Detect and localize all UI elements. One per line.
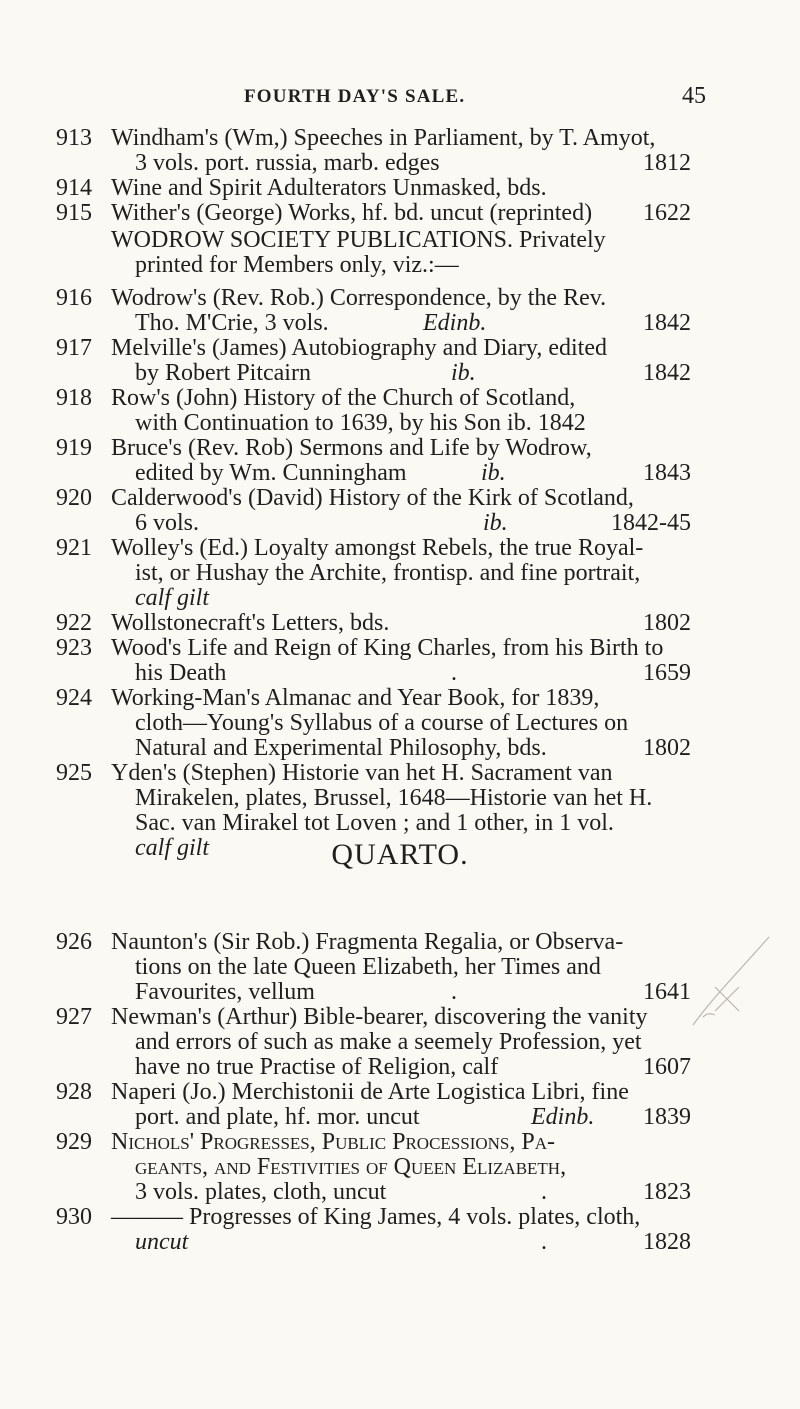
lot-line bbox=[111, 361, 691, 386]
lot-line: with Continuation to 1639, by his Son ib. 1842 bbox=[135, 410, 586, 436]
lot-line: Wodrow's (Rev. Rob.) Correspondence, by the Rev. bbox=[111, 285, 607, 311]
lot-number: 917 bbox=[56, 335, 92, 361]
lot-line-text: uncut bbox=[135, 1229, 189, 1255]
lot-line-text: by Robert Pitcairn bbox=[135, 360, 311, 386]
lot-number: 916 bbox=[56, 285, 92, 311]
lot-line bbox=[111, 980, 691, 1005]
lot-date: 1839 bbox=[643, 1104, 691, 1130]
lot-line: Wine and Spirit Adulterators Unmasked, bds. bbox=[111, 175, 547, 201]
lot-line-text: his Death bbox=[135, 660, 227, 686]
lot-line: ——— Progresses of King James, 4 vols. plates, cloth, bbox=[111, 1204, 641, 1230]
lot-line bbox=[111, 611, 691, 636]
lot-line: Nichols' Progresses, Public Processions, Pa- bbox=[111, 1129, 555, 1155]
lot-date: 1622 bbox=[643, 200, 691, 226]
lot-date: 1828 bbox=[643, 1229, 691, 1255]
lot-line: Calderwood's (David) History of the Kirk of Scotland, bbox=[111, 485, 634, 511]
lot-date: 1802 bbox=[643, 610, 691, 636]
lot-number: 924 bbox=[56, 685, 92, 711]
lot-line: Row's (John) History of the Church of Scotland, bbox=[111, 385, 576, 411]
heading-line: printed for Members only, viz.:— bbox=[135, 252, 459, 278]
lot-line bbox=[111, 1105, 691, 1130]
lot-date: 1842 bbox=[643, 360, 691, 386]
lot-line bbox=[111, 1230, 691, 1255]
lot-line bbox=[111, 736, 691, 761]
lot-line-text: Wollstonecraft's Letters, bds. bbox=[111, 610, 390, 636]
lot-place: ib. bbox=[481, 460, 506, 486]
lot-number: 913 bbox=[56, 125, 92, 151]
lot-line-text: Wither's (George) Works, hf. bd. uncut (reprinted) bbox=[111, 200, 593, 226]
lot-line bbox=[111, 511, 691, 536]
lot-place: ib. bbox=[451, 360, 476, 386]
lot-line-text: Natural and Experimental Philosophy, bds. bbox=[135, 735, 547, 761]
lot-line: calf gilt bbox=[135, 835, 209, 861]
lot-line bbox=[111, 1180, 691, 1205]
lot-place: ib. bbox=[483, 510, 508, 536]
lot-line: Mirakelen, plates, Brussel, 1648—Historie van het H. bbox=[135, 785, 653, 811]
lot-line: Naunton's (Sir Rob.) Fragmenta Regalia, or Observa- bbox=[111, 929, 624, 955]
lot-line bbox=[111, 201, 691, 226]
lot-line: Working-Man's Almanac and Year Book, for 1839, bbox=[111, 685, 600, 711]
lot-line-text: 6 vols. bbox=[135, 510, 200, 536]
lot-line bbox=[111, 1055, 691, 1080]
lot-line: Bruce's (Rev. Rob) Sermons and Life by Wodrow, bbox=[111, 435, 592, 461]
lot-line-text: Favourites, vellum bbox=[135, 979, 315, 1005]
lot-date: 1802 bbox=[643, 735, 691, 761]
lot-line: calf gilt bbox=[135, 585, 209, 611]
lot-number: 926 bbox=[56, 929, 92, 955]
lot-line-text: 3 vols. plates, cloth, uncut bbox=[135, 1179, 387, 1205]
lot-place: Edinb. bbox=[423, 310, 487, 336]
leader-dot: . bbox=[451, 660, 457, 686]
leader-dot: . bbox=[541, 1179, 547, 1205]
lot-date: 1842-45 bbox=[611, 510, 691, 536]
section-title-quarto: QUARTO. bbox=[331, 838, 469, 871]
leader-dot: . bbox=[541, 1229, 547, 1255]
lot-line: Wood's Life and Reign of King Charles, from his Birth to bbox=[111, 635, 664, 661]
lot-line-text: Tho. M'Crie, 3 vols. bbox=[135, 310, 329, 336]
lot-line bbox=[111, 311, 691, 336]
lot-date: 1842 bbox=[643, 310, 691, 336]
lot-date: 1843 bbox=[643, 460, 691, 486]
lot-line: geants, and Festivities of Queen Elizabeth, bbox=[135, 1154, 567, 1180]
page-number: 45 bbox=[682, 83, 706, 109]
lot-line: ist, or Hushay the Archite, frontisp. and fine portrait, bbox=[135, 560, 641, 586]
lot-line bbox=[111, 461, 691, 486]
lot-date: 1659 bbox=[643, 660, 691, 686]
lot-line: Sac. van Mirakel tot Loven ; and 1 other, in 1 vol. bbox=[135, 810, 614, 836]
lot-date: 1812 bbox=[643, 150, 691, 176]
lot-line-text: have no true Practise of Religion, calf bbox=[135, 1054, 499, 1080]
lot-line: Yden's (Stephen) Historie van het H. Sacrament van bbox=[111, 760, 613, 786]
pencil-mark-icon bbox=[685, 925, 775, 1035]
lot-line: Wolley's (Ed.) Loyalty amongst Rebels, the true Royal- bbox=[111, 535, 644, 561]
lot-date: 1607 bbox=[643, 1054, 691, 1080]
lot-number: 928 bbox=[56, 1079, 92, 1105]
lot-line-text: edited by Wm. Cunningham bbox=[135, 460, 407, 486]
lot-number: 914 bbox=[56, 175, 92, 201]
lot-place: Edinb. bbox=[531, 1104, 595, 1130]
lot-line: Windham's (Wm,) Speeches in Parliament, by T. Amyot, bbox=[111, 125, 656, 151]
lot-line-text: port. and plate, hf. mor. uncut bbox=[135, 1104, 420, 1130]
lot-line: and errors of such as make a seemely Profession, yet bbox=[135, 1029, 642, 1055]
lot-number: 929 bbox=[56, 1129, 92, 1155]
lot-line: cloth—Young's Syllabus of a course of Lectures on bbox=[135, 710, 629, 736]
lot-line: Newman's (Arthur) Bible-bearer, discovering the vanity bbox=[111, 1004, 648, 1030]
lot-line bbox=[111, 661, 691, 686]
lot-number: 919 bbox=[56, 435, 92, 461]
lot-date: 1823 bbox=[643, 1179, 691, 1205]
lot-number: 920 bbox=[56, 485, 92, 511]
running-head: FOURTH DAY'S SALE. bbox=[244, 86, 466, 107]
lot-number: 922 bbox=[56, 610, 92, 636]
lot-number: 921 bbox=[56, 535, 92, 561]
lot-date: 1641 bbox=[643, 979, 691, 1005]
lot-number: 925 bbox=[56, 760, 92, 786]
lot-line bbox=[111, 151, 691, 176]
lot-line-text: 3 vols. port. russia, marb. edges bbox=[135, 150, 440, 176]
lot-line: Melville's (James) Autobiography and Diary, edited bbox=[111, 335, 607, 361]
lot-number: 930 bbox=[56, 1204, 92, 1230]
lot-number: 918 bbox=[56, 385, 92, 411]
lot-number: 923 bbox=[56, 635, 92, 661]
leader-dot: . bbox=[451, 979, 457, 1005]
lot-line: Naperi (Jo.) Merchistonii de Arte Logistica Libri, fine bbox=[111, 1079, 629, 1105]
lot-number: 915 bbox=[56, 200, 92, 226]
lot-number: 927 bbox=[56, 1004, 92, 1030]
lot-line: tions on the late Queen Elizabeth, her Times and bbox=[135, 954, 601, 980]
heading-line: WODROW SOCIETY PUBLICATIONS. Privately bbox=[111, 227, 606, 253]
